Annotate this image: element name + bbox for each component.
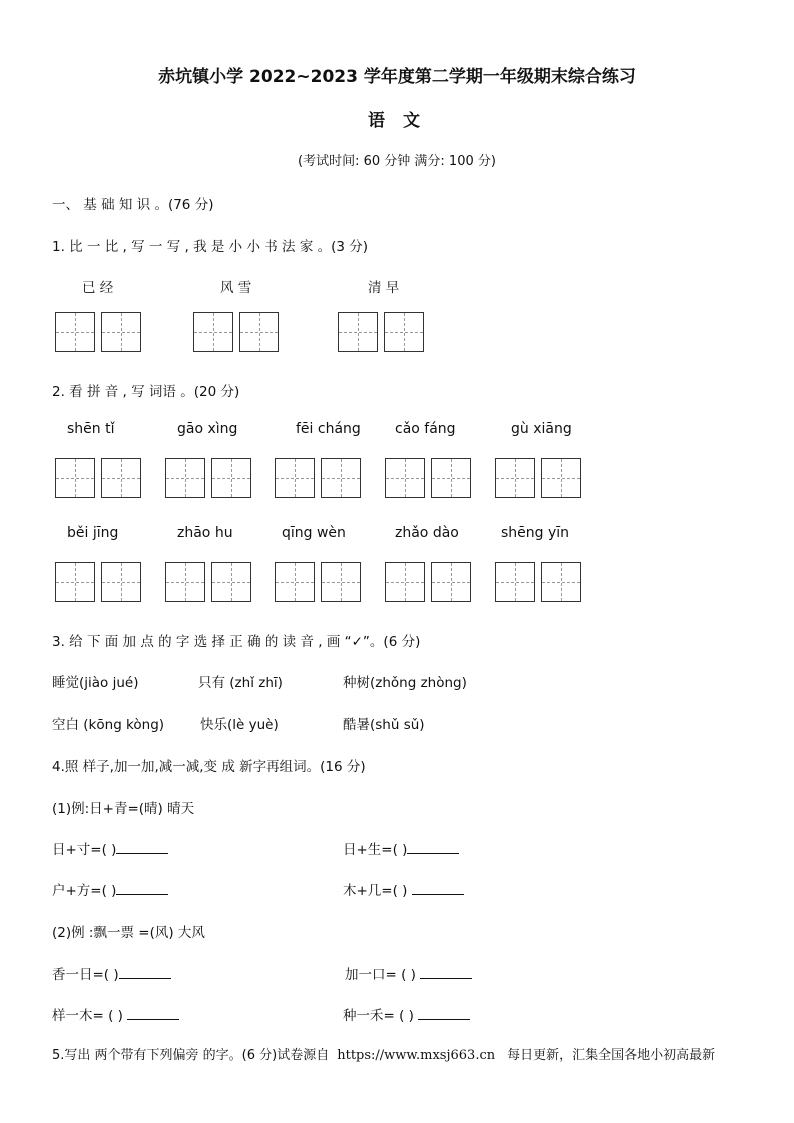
question-4: 4.照 样子,加一加,减一减,变 成 新字再组词。(16 分)	[52, 759, 366, 775]
pinyin: fēi cháng	[296, 421, 361, 437]
example-line: (2)例 :飘一票 =(风) 大风	[52, 925, 205, 941]
fill-item	[343, 838, 459, 858]
writing-grid[interactable]	[385, 562, 471, 602]
answer-blank[interactable]	[407, 839, 459, 854]
answer-blank[interactable]	[119, 964, 171, 979]
pinyin: gù xiāng	[511, 421, 572, 437]
writing-grid[interactable]	[338, 312, 424, 352]
fill-item	[343, 1004, 470, 1024]
pinyin: zhǎo dào	[395, 525, 459, 541]
fill-item-label: 日+寸=( )	[52, 842, 117, 858]
source-link[interactable]: https://www.mxsj663.cn	[337, 1048, 496, 1063]
page-title: 赤坑镇小学 2022~2023 学年度第二学期一年级期末综合练习	[158, 67, 636, 87]
fill-item-label: 加一口= ( )	[345, 967, 421, 983]
fill-item-label: 日+生=( )	[343, 842, 408, 858]
writing-grid[interactable]	[193, 312, 279, 352]
answer-blank[interactable]	[116, 880, 168, 895]
q1-word: 已 经	[82, 280, 114, 296]
example-line: (1)例:日+青=(晴) 晴天	[52, 801, 195, 817]
fill-item-label: 种一禾= ( )	[343, 1008, 419, 1024]
pinyin: běi jīng	[67, 525, 119, 541]
fill-item-label: 木+几=( )	[343, 883, 412, 899]
fill-item-label: 样一木= ( )	[52, 1008, 128, 1024]
reading-option[interactable]: 快乐(lè yuè)	[200, 717, 279, 733]
fill-item	[52, 879, 168, 899]
pinyin: shēn tǐ	[67, 421, 115, 437]
question-3: 3. 给 下 面 加 点 的 字 选 择 正 确 的 读 音 , 画 “✓”。(6 分)	[52, 634, 421, 650]
reading-option[interactable]: 空白 (kōng kòng)	[52, 717, 165, 733]
fill-item	[52, 1004, 179, 1024]
writing-grid[interactable]	[275, 458, 361, 498]
writing-grid[interactable]	[495, 562, 581, 602]
answer-blank[interactable]	[127, 1005, 179, 1020]
pinyin: cǎo fáng	[395, 421, 456, 437]
question-5-footer	[52, 1044, 715, 1063]
reading-option[interactable]: 酷暑(shǔ sǔ)	[343, 717, 425, 733]
fill-item-label: 户+方=( )	[52, 883, 117, 899]
answer-blank[interactable]	[116, 839, 168, 854]
fill-item-label: 香一日=( )	[52, 967, 119, 983]
q1-word: 风 雪	[220, 280, 252, 296]
fill-item	[345, 963, 472, 983]
reading-option[interactable]: 睡觉(jiào jué)	[52, 675, 139, 691]
section-heading: 一、 基 础 知 识 。(76 分)	[52, 197, 214, 213]
answer-blank[interactable]	[420, 964, 472, 979]
answer-blank[interactable]	[418, 1005, 470, 1020]
writing-grid[interactable]	[165, 458, 251, 498]
question-5: 5.写出 两个带有下列偏旁 的字。(6 分)试卷源自	[52, 1048, 330, 1063]
pinyin: gāo xìng	[177, 421, 238, 437]
writing-grid[interactable]	[55, 562, 141, 602]
fill-item	[52, 838, 168, 858]
writing-grid[interactable]	[55, 312, 141, 352]
writing-grid[interactable]	[55, 458, 141, 498]
writing-grid[interactable]	[165, 562, 251, 602]
writing-grid[interactable]	[495, 458, 581, 498]
writing-grid[interactable]	[275, 562, 361, 602]
subject-title: 语 文	[368, 111, 426, 131]
fill-item	[52, 963, 171, 983]
pinyin: qīng wèn	[282, 525, 346, 541]
question-1: 1. 比 一 比 , 写 一 写 , 我 是 小 小 书 法 家 。(3 分)	[52, 239, 369, 255]
answer-blank[interactable]	[412, 880, 464, 895]
fill-item	[343, 879, 464, 899]
exam-info: (考试时间: 60 分钟 满分: 100 分)	[298, 154, 496, 169]
footer-note: 每日更新，汇集全国各地小初高最新	[507, 1048, 716, 1063]
writing-grid[interactable]	[385, 458, 471, 498]
reading-option[interactable]: 种树(zhǒng zhòng)	[343, 675, 467, 691]
reading-option[interactable]: 只有 (zhǐ zhī)	[198, 675, 283, 691]
pinyin: zhāo hu	[177, 525, 233, 541]
q1-word: 清 早	[368, 280, 400, 296]
pinyin: shēng yīn	[501, 525, 570, 541]
question-2: 2. 看 拼 音 , 写 词语 。(20 分)	[52, 384, 240, 400]
